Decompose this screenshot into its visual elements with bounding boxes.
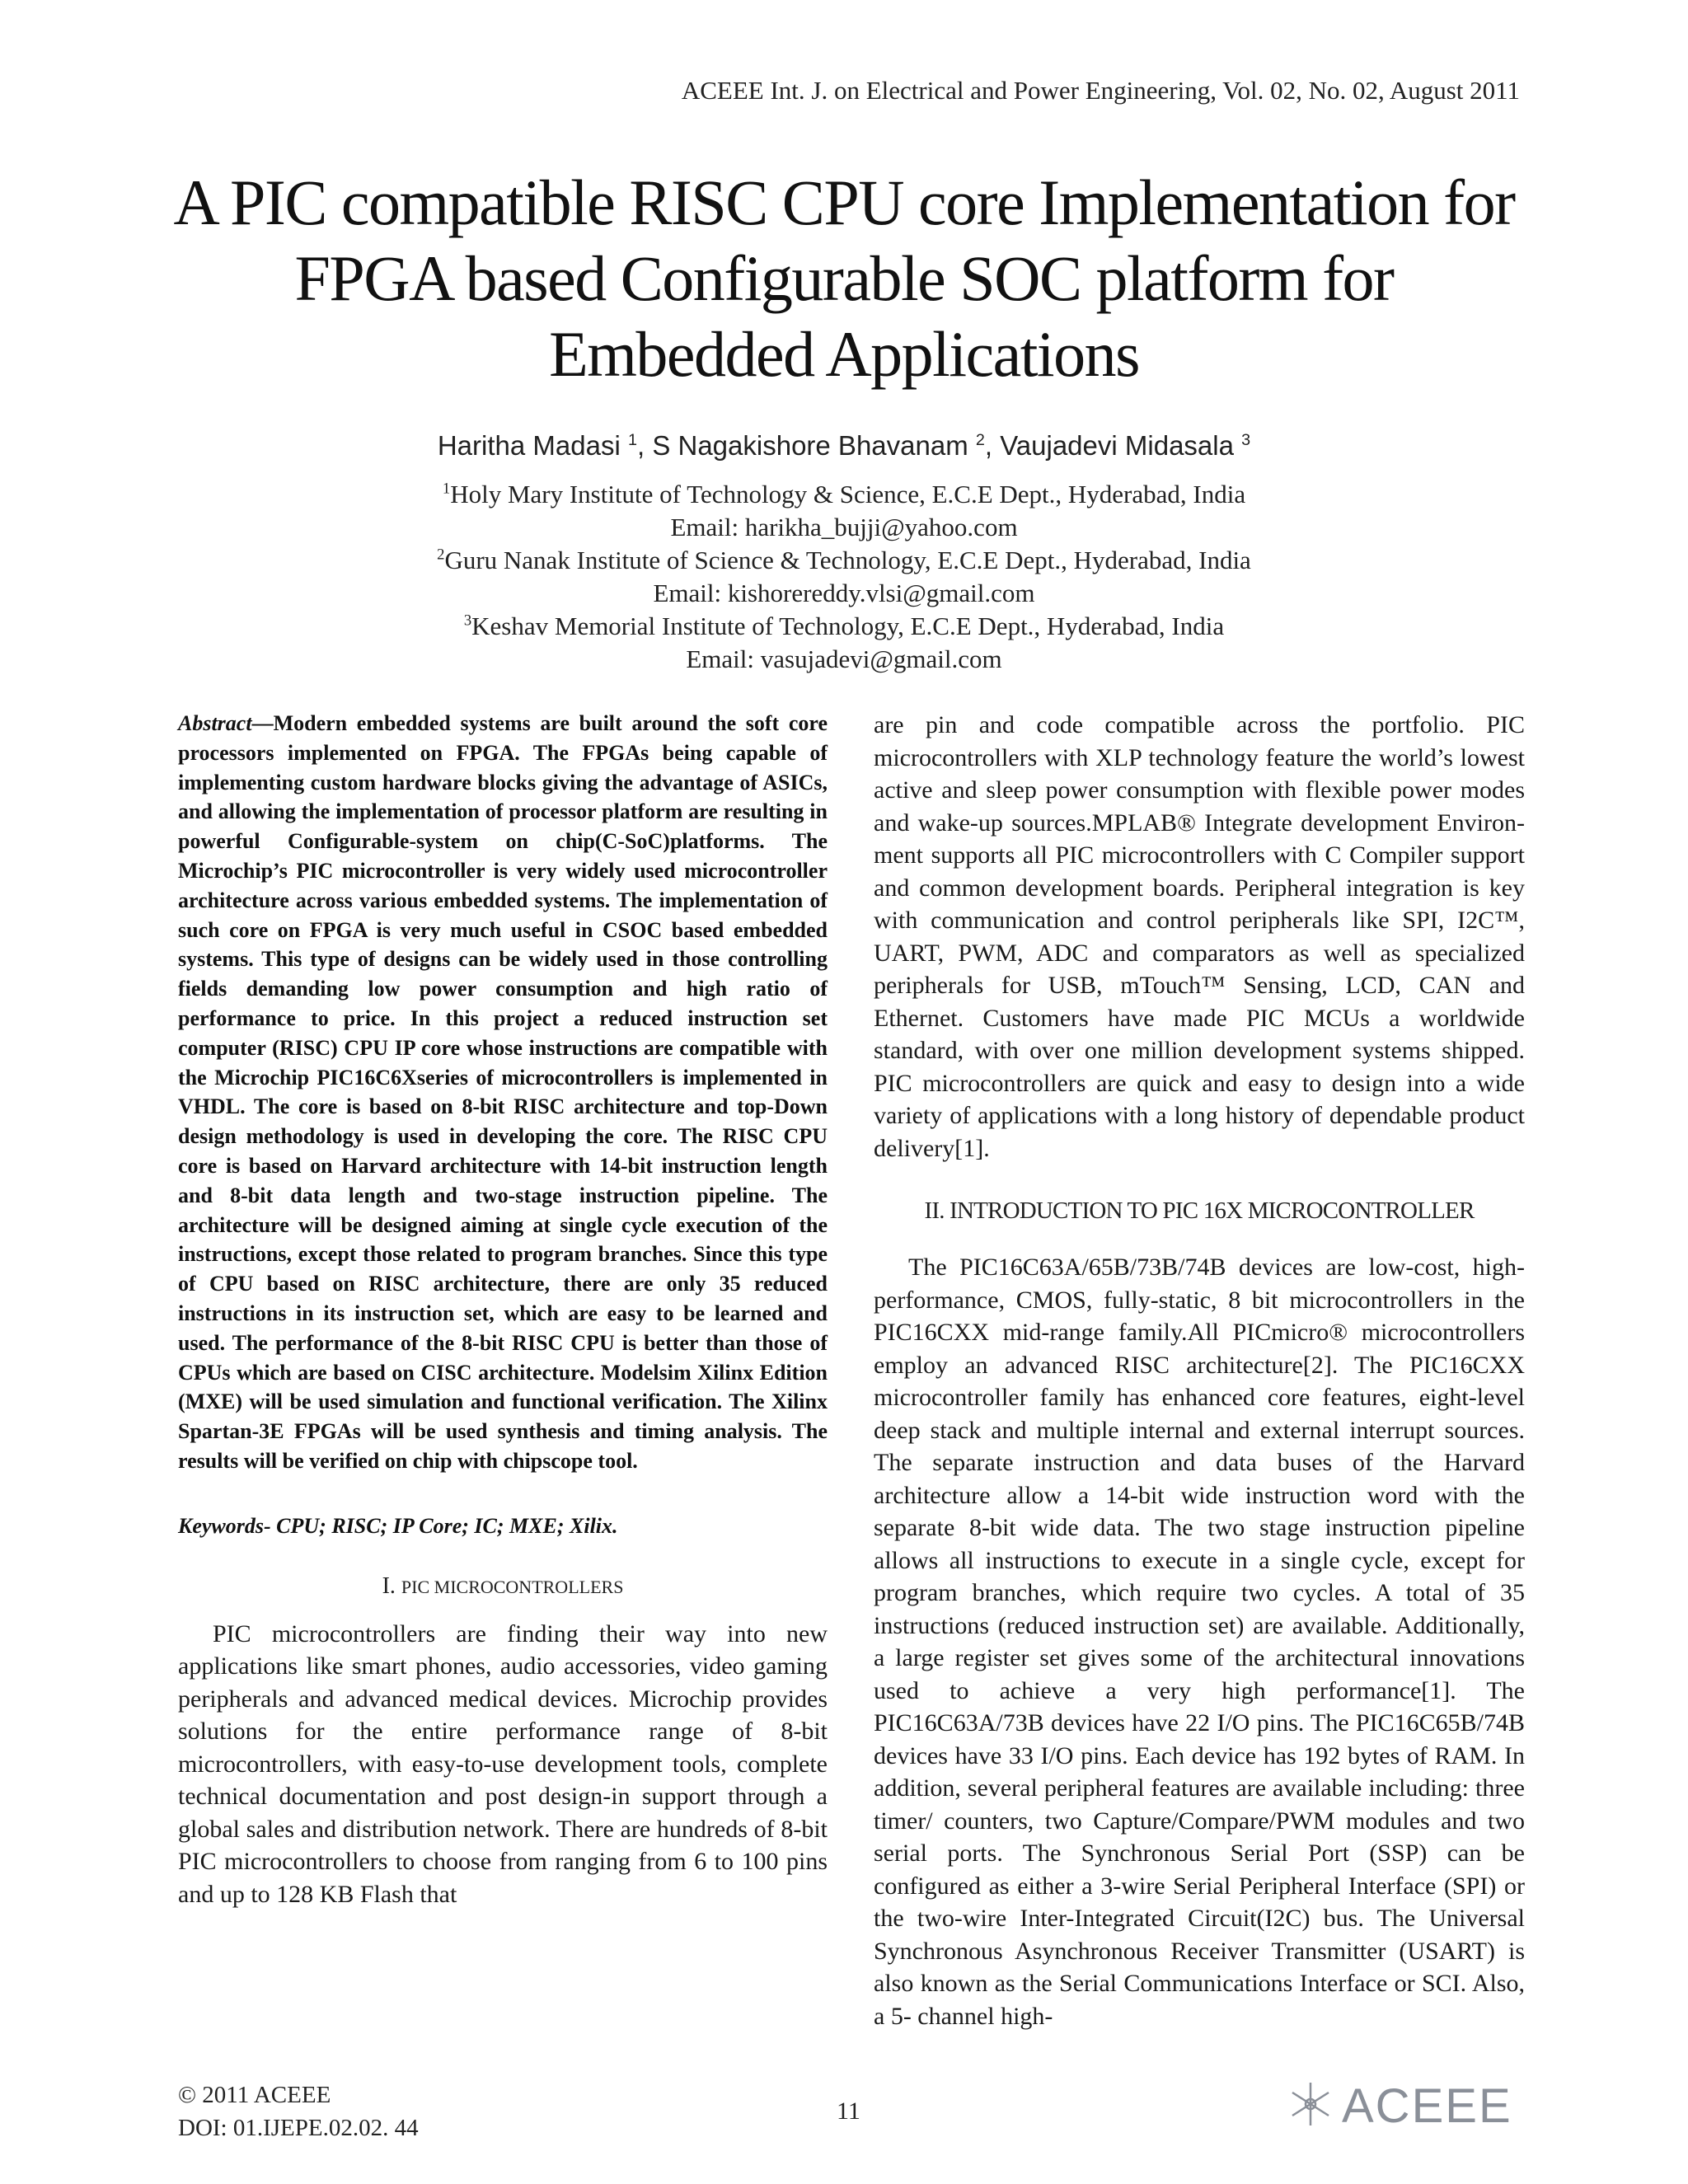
footer-info (178, 2079, 419, 2144)
paper-title (124, 165, 1564, 392)
title-line-1: A PIC compatible RISC CPU core Implementation for (173, 166, 1515, 238)
abstract-lead: Abstract (178, 711, 252, 735)
affil-mark: 3 (463, 612, 472, 630)
affil-text: Keshav Memorial Institute of Technology, E.C.E Dept., Hyderabad, India (471, 612, 1225, 640)
affil-mark: 2 (437, 546, 445, 564)
copyright: © 2011 ACEEE (178, 2082, 331, 2108)
author-affil-mark: 2 (975, 431, 985, 449)
section-heading (178, 1573, 828, 1600)
page-number: 11 (837, 2097, 860, 2125)
affiliation-email: Email: kishorereddy.vlsi@gmail.com (653, 579, 1035, 607)
author-name: Haritha Madasi (437, 430, 621, 461)
aceee-logo (1286, 2077, 1512, 2135)
affiliation (124, 544, 1564, 577)
aceee-logo-icon (1286, 2079, 1335, 2133)
section-title: PIC MICROCONTROLLERS (401, 1576, 624, 1597)
affil-text: Holy Mary Institute of Technology & Science, E.C.E Dept., Hyderabad, India (450, 480, 1246, 509)
title-line-3: Embedded Applications (549, 318, 1139, 390)
title-line-2: FPGA based Configurable SOC platform for (294, 242, 1394, 314)
affiliation-email: Email: harikha_bujji@yahoo.com (670, 513, 1018, 541)
right-column (874, 709, 1525, 2032)
abstract-text: —Modern embedded systems are built around the soft core processors implemented on FPGA. The FPGAs being capable of implementing custom hardware blocks giving the advantage of ASICs, and allowing the implementation of processor platform are resulting in powerful Configurable-system on chip(C-SoC)platforms. The Microchip’s PIC microcontroller is very widely used microcontroller architecture across various embedded systems. The implementation of such core on FPGA is very much useful in CSOC based embedded systems. This type of designs can be widely used in those controlling fields demanding low power consumption and high ratio of performance to price. In this project a reduced instruction set computer (RISC) CPU IP core whose instructions are compatible with the Microchip PIC16C6Xseries of microcontrollers is implemented in VHDL. The core is based on 8-bit RISC architecture and top-Down design methodology is used in developing the core. The RISC CPU core is based on Harvard architecture with 14-bit instruction length and 8-bit data length and two-stage instruction pipeline. The architecture will be designed aiming at single cycle execution of the instructions, except those related to program branches. Since this type of CPU based on RISC architecture, there are only 35 reduced instructions in its instruction set, which are easy to be learned and used. The performance of the 8-bit RISC CPU is better than those of CPUs which are based on CISC architecture. Modelsim Xilinx Edition (MXE) will be used simulation and functional verification. The Xilinx Spartan-3E FPGAs will be used synthesis and timing analysis. The results will be verified on chip with chipscope tool. (178, 711, 828, 1473)
section-paragraph: The PIC16C63A/65B/73B/74B devices are low-cost, high-performance, CMOS, fully-static, 8 bit microcontrollers in the PIC16CXX mid-range family.All PICmicro® microcontrollers employ an advanced RISC architecture[2]. The PIC16CXX microcontroller family has enhanced core features, eight-level deep stack and multiple internal and external interrupt sources. The separate instruction and data buses of the Harvard architecture allow a 14-bit wide instruction word with the separate 8-bit wide data. The two stage instruction pipeline allows all instructions to execute in a single cycle, except for program branches, which require two cycles. A total of 35 instructions (reduced instruction set) are available. Additionally, a large register set gives some of the architectural innovations used to achieve a very high performance[1]. The PIC16C63A/73B devices have 22 I/O pins. The PIC16C65B/74B devices have 33 I/O pins. Each device has 192 bytes of RAM. In addition, several peripheral features are available including: three timer/ counters, two Capture/Compare/PWM modules and two serial ports. The Synchronous Serial Port (SSP) can be configured as either a 3-wire Serial Peripheral Interface (SPI) or the two-wire Inter-Integrated Circuit(I2C) bus. The Universal Synchronous Asynchronous Receiver Transmitter (USART) is also known as the Serial Communications Interface or SCI. Also, a 5- channel high- (874, 1254, 1525, 2030)
left-column (178, 709, 828, 1910)
running-head: ACEEE Int. J. on Electrical and Power Engineering, Vol. 02, No. 02, August 2011 (681, 76, 1520, 105)
author-affil-mark: 1 (627, 431, 637, 449)
affil-text: Guru Nanak Institute of Science & Technology, E.C.E Dept., Hyderabad, India (444, 546, 1251, 574)
abstract (178, 709, 828, 1476)
keywords: Keywords- CPU; RISC; IP Core; IC; MXE; Xilix. (178, 1513, 618, 1538)
continued-paragraph: are pin and code compatible across the portfolio. PIC microcontrollers with XLP technology feature the world’s lowest active and sleep power consumption with flexible power modes and wake-up sources.MPLAB® Integrate development Environ-ment supports all PIC microcontrollers with C Compiler support and common development boards. Peripheral integration is key with communication and control peripherals like SPI, I2C™, UART, PWM, ADC and comparators as well as specialized peripherals for USB, mTouch™ Sensing, LCD, CAN and Ethernet. Customers have made PIC MCUs a worldwide standard, with over one million development systems shipped. PIC microcontrollers are quick and easy to design into a wide variety of applications with a long history of dependable product delivery[1]. (874, 711, 1525, 1162)
section-number: I. (382, 1572, 396, 1599)
affiliations (124, 478, 1564, 676)
logo-text: ACEEE (1342, 2079, 1512, 2133)
affiliation-email: Email: vasujadevi@gmail.com (686, 644, 1002, 673)
section-heading: II. INTRODUCTION TO PIC 16X MICROCONTROLLER (924, 1197, 1475, 1224)
author-affil-mark: 3 (1241, 431, 1251, 449)
author-list: Haritha Madasi $^1$, S Nagakishore Bhavanam $^2$, Vaujadevi Midasala $^3$ (437, 430, 1251, 461)
doi: DOI: 01.IJEPE.02.02. 44 (178, 2115, 419, 2141)
affiliation (124, 478, 1564, 511)
author-name: Vaujadevi Midasala (1000, 430, 1234, 461)
affil-mark: 1 (442, 480, 451, 498)
section-paragraph: PIC microcontrollers are finding their way into new applications like smart phones, audio accessories, video gaming peripherals and advanced medical devices. Microchip provides solutions for the entire performance range of 8-bit microcontrollers, with easy-to-use development tools, complete technical documentation and post design-in support through a global sales and distribution network. There are hundreds of 8-bit PIC microcontrollers to choose from ranging from 6 to 100 pins and up to 128 KB Flash that (178, 1619, 828, 1908)
affiliation (124, 610, 1564, 643)
author-name: S Nagakishore Bhavanam (652, 430, 968, 461)
